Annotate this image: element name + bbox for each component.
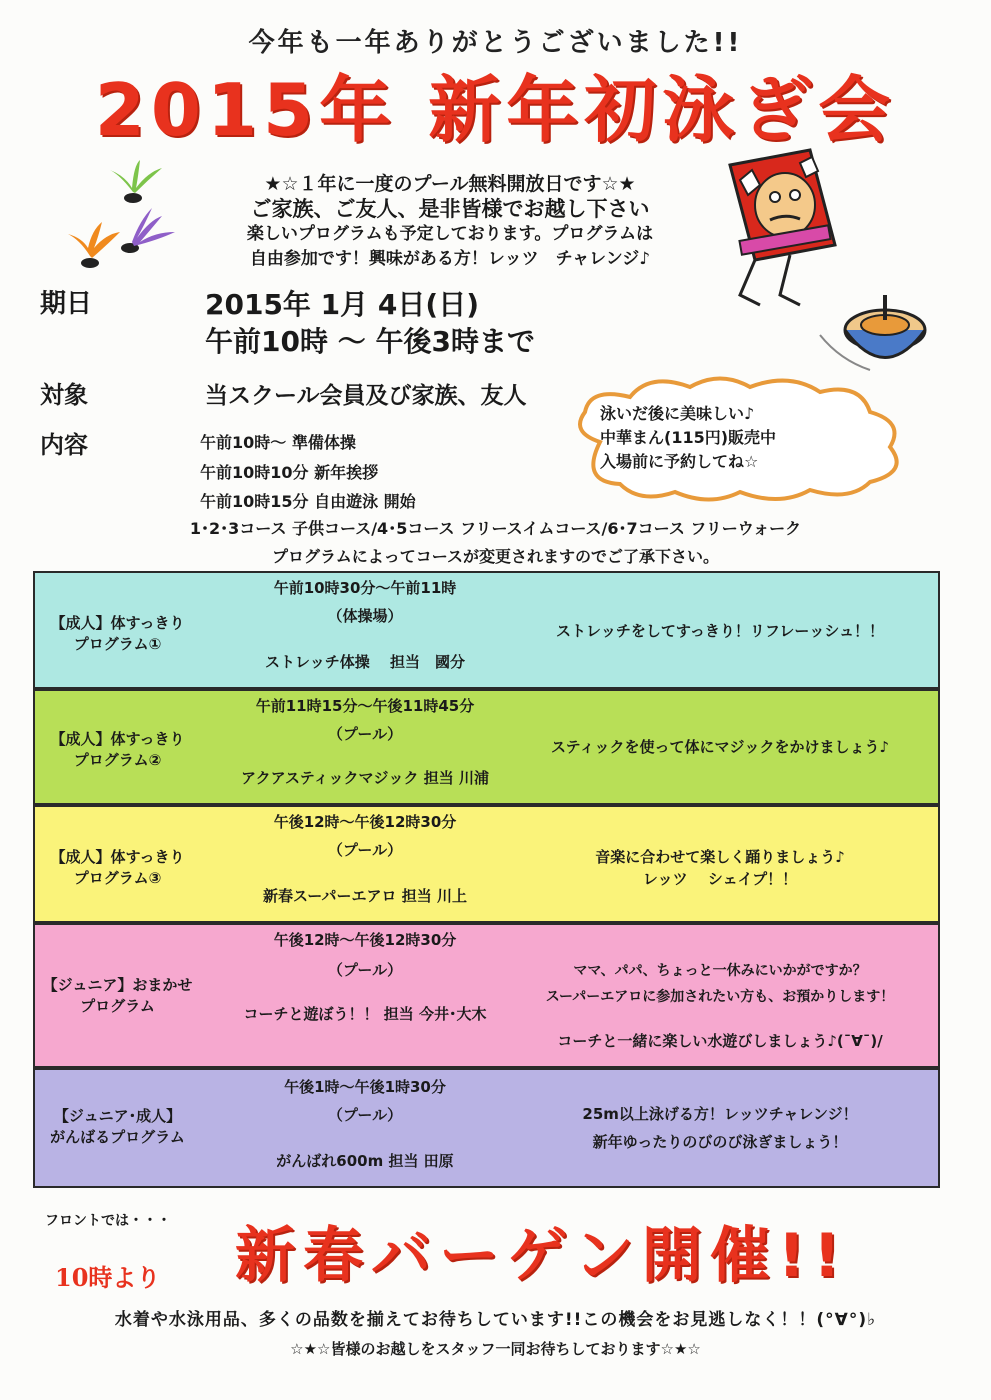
- program-desc: レッツ シェイプ！！: [642, 870, 798, 888]
- date-label: 期日: [40, 289, 93, 319]
- program-place: （プール）: [327, 961, 403, 979]
- front-note: フロントでは・・・: [45, 1213, 171, 1229]
- program-detail: がんばれ600m 担当 田原: [276, 1152, 454, 1170]
- intro-line: ご家族、ご友人、是非皆様でお越し下さい: [250, 197, 650, 221]
- program-box: [33, 689, 940, 805]
- program-name-line: 【成人】体すっきり: [50, 848, 185, 866]
- course-note: プログラムによってコースが変更されますのでご了承下さい。: [271, 547, 720, 566]
- program-name: [35, 613, 200, 655]
- program-name-line: プログラム③: [73, 869, 162, 887]
- schedule-item: 午前10時15分 自由遊泳 開始: [200, 492, 416, 511]
- cloud-line: 入場前に予約してね☆: [600, 452, 759, 471]
- intro-line: 自由参加です！興味がある方！レッツ チャレンジ♪: [249, 249, 651, 269]
- program-detail: 新春スーパーエアロ 担当 川上: [263, 887, 467, 905]
- schedule-item: 午前10時～ 準備体操: [200, 433, 356, 452]
- cloud-text: [600, 402, 870, 474]
- program-name-line: がんばるプログラム: [50, 1128, 185, 1146]
- greeting: 今年も一年ありがとうございました!!: [248, 28, 743, 58]
- program-place: （プール）: [327, 725, 403, 743]
- time-value: 午前10時 ～ 午後3時まで: [205, 325, 535, 358]
- program-time: 午後12時～午後12時30分: [273, 813, 457, 831]
- program-desc: 25m以上泳げる方！レッツチャレンジ！: [582, 1105, 858, 1123]
- kite-illustration: [700, 145, 940, 385]
- program-box: [33, 1068, 940, 1188]
- program-name: [35, 847, 200, 889]
- program-desc: スティックを使って体にマジックをかけましょう♪: [550, 738, 890, 756]
- from-time: 10時より: [55, 1263, 161, 1292]
- program-place: （プール）: [327, 841, 403, 859]
- program-time: 午後12時～午後12時30分: [273, 931, 457, 949]
- program-desc: ストレッチをしてすっきり！リフレーッシュ！！: [555, 622, 885, 640]
- schedule-item: 午前10時10分 新年挨拶: [200, 463, 379, 482]
- date-value: 2015年 1月 4日(日): [205, 288, 479, 321]
- footer-line: ☆★☆皆様のお越しをスタッフ一同お待ちしております☆★☆: [290, 1340, 701, 1358]
- program-place: （体操場）: [327, 607, 403, 625]
- program-name-line: プログラム: [80, 997, 155, 1015]
- program-desc: スーパーエアロに参加されたい方も、お預かりします！: [545, 989, 895, 1005]
- program-detail: アクアスティックマジック 担当 川浦: [241, 769, 489, 787]
- program-name-line: 【ジュニア･成人】: [53, 1107, 182, 1125]
- sale-banner: 新春バーゲン開催!!: [235, 1221, 849, 1291]
- program-time: 午前10時30分～午前11時: [273, 579, 457, 597]
- intro-block: [190, 172, 710, 272]
- program-desc: 新年ゆったりのびのび泳ぎましょう！: [592, 1133, 848, 1151]
- cloud-line: 泳いだ後に美味しい♪: [600, 404, 755, 423]
- program-box: [33, 805, 940, 923]
- page-title: 2015年 新年初泳ぎ会: [94, 68, 897, 152]
- program-name-line: プログラム①: [73, 635, 162, 653]
- program-name-line: プログラム②: [73, 751, 162, 769]
- program-time: 午後1時～午後1時30分: [284, 1078, 446, 1096]
- course-info: 1･2･3コース 子供コース/4･5コース フリースイムコース/6･7コース フリーウォーク: [189, 519, 802, 538]
- footer-line: 水着や水泳用品、多くの品数を揃えてお待ちしています!!この機会をお見逃しなく！！(°∀°)♭: [114, 1310, 877, 1330]
- target-label: 対象: [40, 381, 88, 409]
- target-value: 当スクール会員及び家族、友人: [205, 383, 527, 409]
- sprout-decoration: [40, 150, 190, 280]
- program-name-line: 【成人】体すっきり: [50, 730, 185, 748]
- intro-line: 楽しいプログラムも予定しております。プログラムは: [246, 224, 654, 244]
- program-place: （プール）: [327, 1106, 403, 1124]
- program-detail: コーチと遊ぼう！！ 担当 今井･大木: [243, 1005, 487, 1023]
- program-name: [35, 1106, 200, 1148]
- program-box: [33, 571, 940, 689]
- content-label: 内容: [40, 431, 88, 459]
- cloud-line: 中華まん(115円)販売中: [600, 428, 777, 447]
- program-detail: ストレッチ体操 担当 國分: [264, 653, 466, 671]
- program-desc: 音楽に合わせて楽しく踊りましょう♪: [595, 848, 845, 866]
- program-name-line: 【ジュニア】おまかせ: [42, 976, 193, 994]
- program-time: 午前11時15分～午後11時45分: [255, 697, 475, 715]
- program-desc: コーチと一緒に楽しい水遊びしましょう♪(¯∀¯)/: [557, 1032, 883, 1050]
- program-desc: ママ、パパ、ちょっと一休みにいかがですか？: [573, 963, 867, 979]
- intro-line: ★☆１年に一度のプール無料開放日です☆★: [264, 173, 636, 195]
- program-name: [35, 729, 200, 771]
- program-box: [33, 923, 940, 1068]
- program-name-line: 【成人】体すっきり: [50, 614, 185, 632]
- program-name: [35, 975, 200, 1017]
